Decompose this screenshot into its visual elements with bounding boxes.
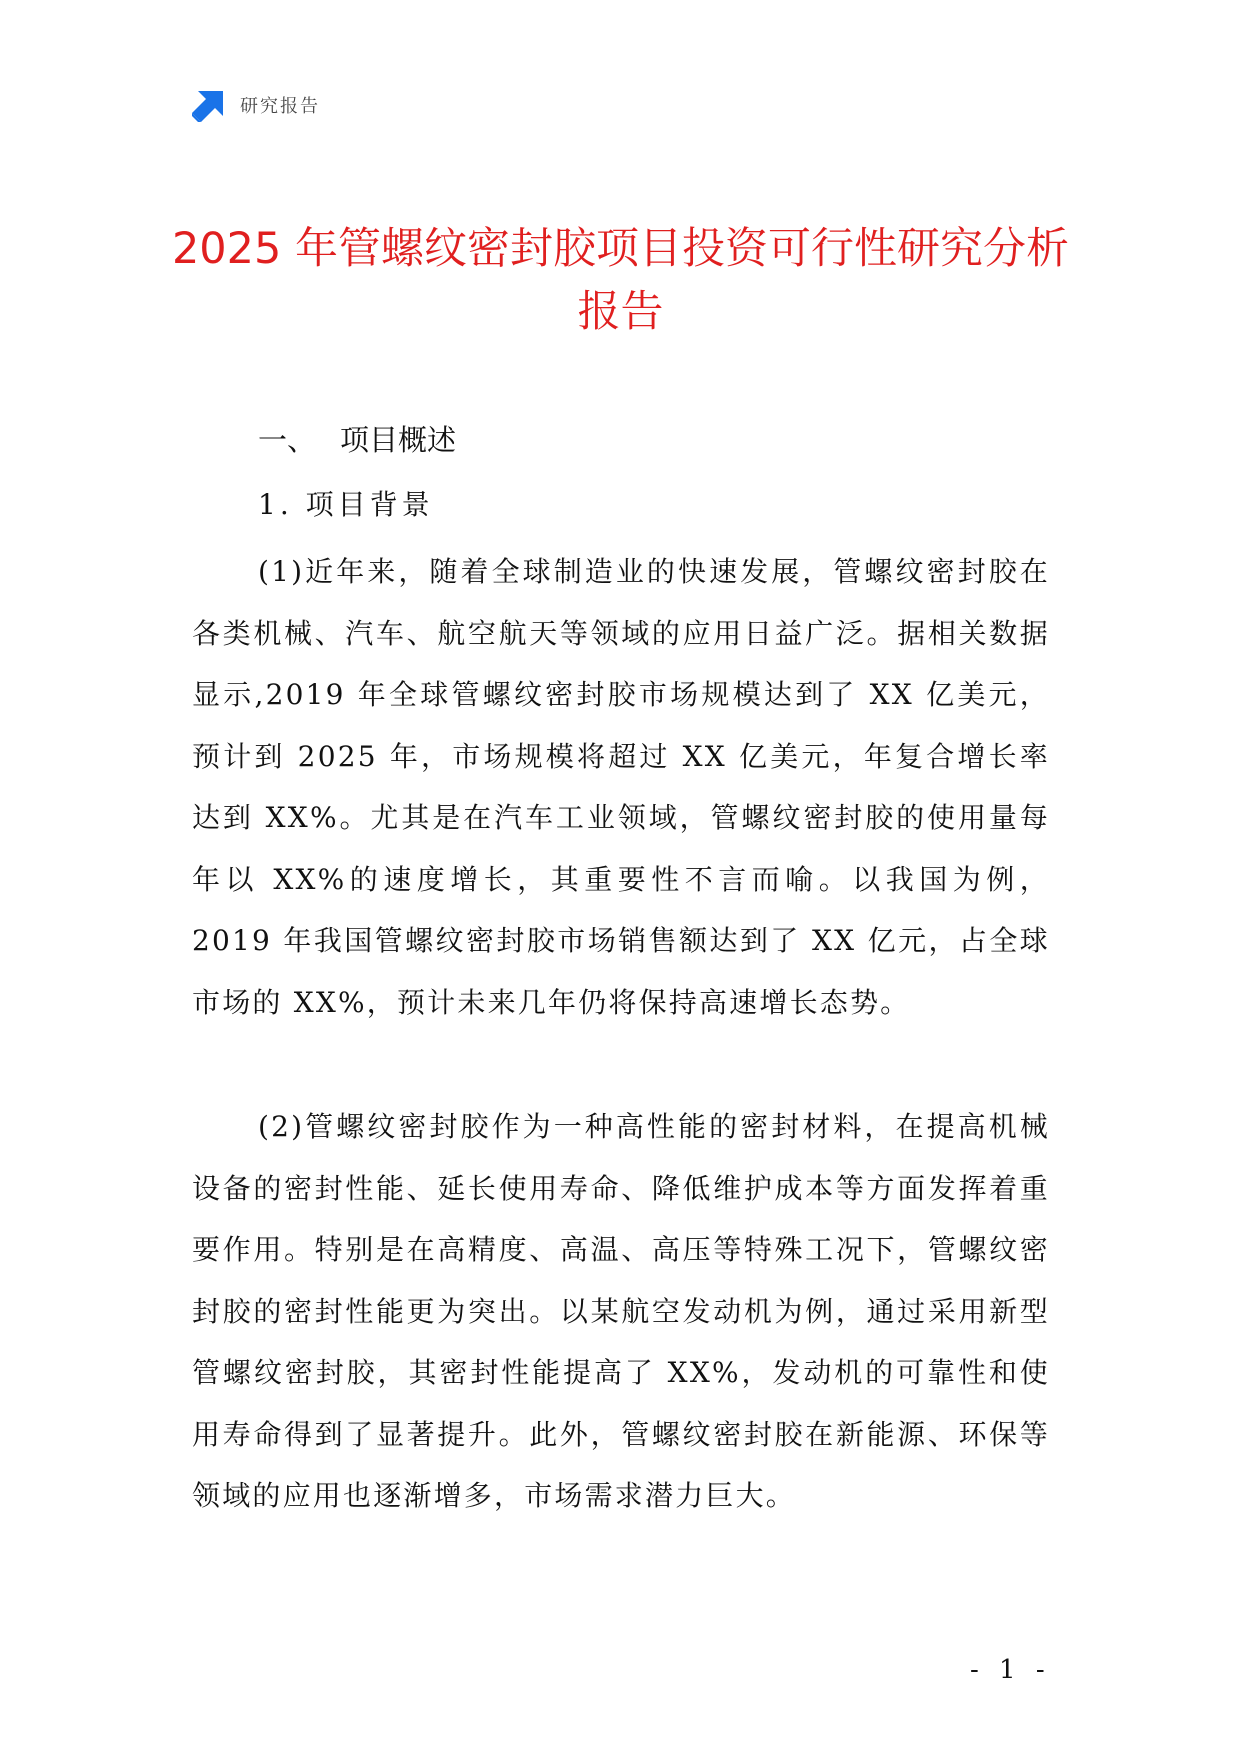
page-number: - 1 - [970,1655,1051,1685]
paragraph-1: (1)近年来，随着全球制造业的快速发展，管螺纹密封胶在各类机械、汽车、航空航天等领域的应用日益广泛。据相关数据显示,2019 年全球管螺纹密封胶市场规模达到了 XX 亿美元，预计到 2025 年，市场规模将超过 XX 亿美元，年复合增长率达到 XX%。尤其是在汽车工业领域，管螺纹密封胶的使用量每年以 XX%的速度增长，其重要性不言而喻。以我国为例，2019 年我国管螺纹密封胶市场销售额达到了 XX 亿元，占全球市场的 XX%，预计未来几年仍将保持高速增长态势。 [192,555,1050,1019]
header-label: 研究报告 [240,96,320,117]
page-header [192,88,320,122]
paragraph-2: (2)管螺纹密封胶作为一种高性能的密封材料，在提高机械设备的密封性能、延长使用寿命、降低维护成本等方面发挥着重要作用。特别是在高精度、高温、高压等特殊工况下，管螺纹密封胶的密封性能更为突出。以某航空发动机为例，通过采用新型管螺纹密封胶，其密封性能提高了 XX%，发动机的可靠性和使用寿命得到了显著提升。此外，管螺纹密封胶在新能源、环保等领域的应用也逐渐增多，市场需求潜力巨大。 [192,1110,1050,1512]
section-heading [258,420,456,460]
arrow-up-right-icon [192,88,226,122]
document-title: 2025 年管螺纹密封胶项目投资可行性研究分析报告 [171,224,1070,337]
subsection-heading: 1. 项目背景 [258,488,434,521]
section-title: 项目概述 [340,423,457,457]
section-number: 一、 [258,423,317,457]
